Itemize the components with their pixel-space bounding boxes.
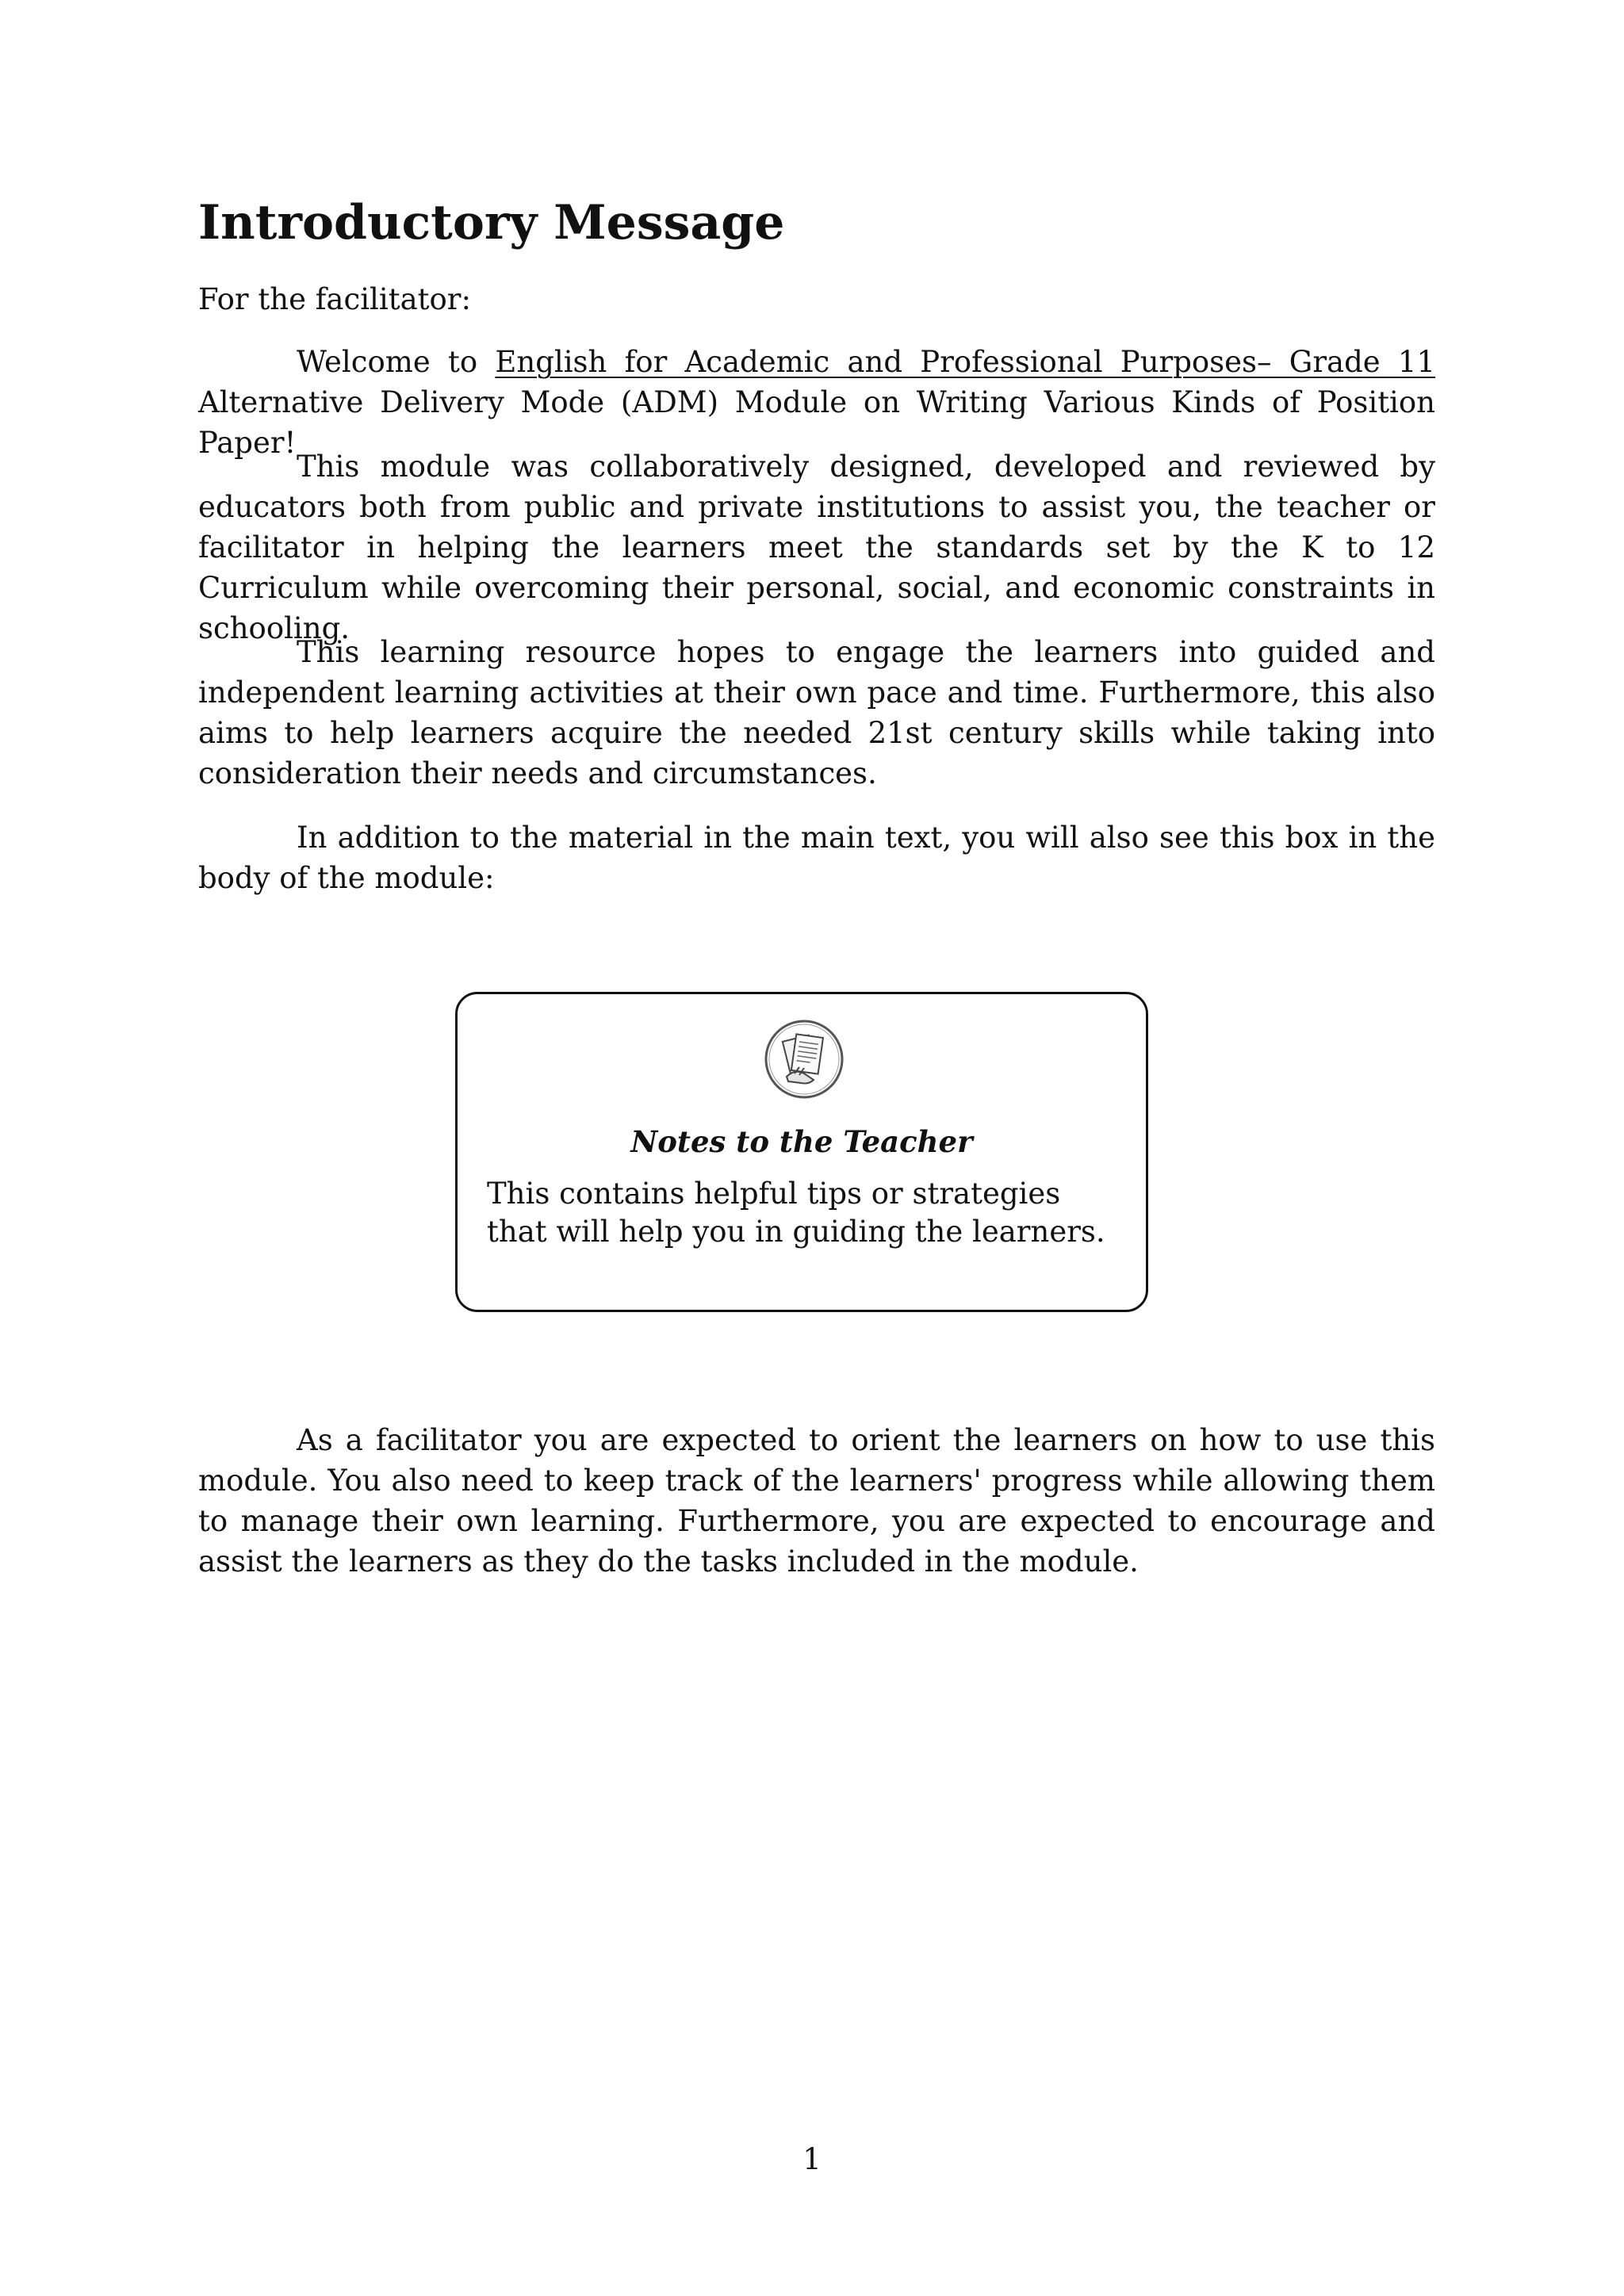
audience-label — [198, 279, 1435, 320]
welcome-lead: Welcome to — [297, 345, 496, 379]
course-title: English for Academic and Professional Purposes– Grade 11 — [495, 345, 1435, 379]
page-title: Introductory Message — [198, 195, 785, 251]
addition-paragraph — [198, 817, 1435, 898]
welcome-rest: Alternative Delivery Mode (ADM) Module on Writing Various Kinds of Position Paper! — [198, 385, 1435, 460]
module-paragraph — [198, 446, 1435, 649]
notes-title: Notes to the Teacher — [630, 1124, 973, 1159]
welcome-paragraph — [198, 342, 1435, 463]
audience-label-text: For the facilitator: — [198, 282, 471, 316]
orient-paragraph — [198, 1420, 1435, 1582]
page-number: 1 — [802, 2142, 822, 2176]
papers-hand-icon — [763, 1018, 845, 1100]
module-paragraph-text: This module was collaboratively designed, developed and reviewed by educators both from public and private institutions to assist you, the teacher or facilitator in helping the learners meet the standards set by the K to 12 Curriculum while overcoming their personal, social, and economic constraints in schooling. — [198, 450, 1435, 645]
resource-paragraph-text: This learning resource hopes to engage the learners into guided and independent learning activities at their own pace and time. Furthermore, this also aims to help learners acquire the needed 21st century skills while taking into consideration their needs and circumstances. — [198, 635, 1435, 790]
notes-text: This contains helpful tips or strategies that will help you in guiding the learners. — [487, 1177, 1105, 1249]
notes-to-teacher-box — [455, 992, 1148, 1312]
addition-paragraph-text: In addition to the material in the main text, you will also see this box in the body of the module: — [198, 821, 1435, 895]
orient-paragraph-text: As a facilitator you are expected to orient the learners on how to use this module. You also need to keep track of the learners' progress while allowing them to manage their own learning. Furthermore, you are expected to encourage and assist the learners as they do the tasks included in the module. — [198, 1423, 1435, 1578]
resource-paragraph — [198, 632, 1435, 794]
